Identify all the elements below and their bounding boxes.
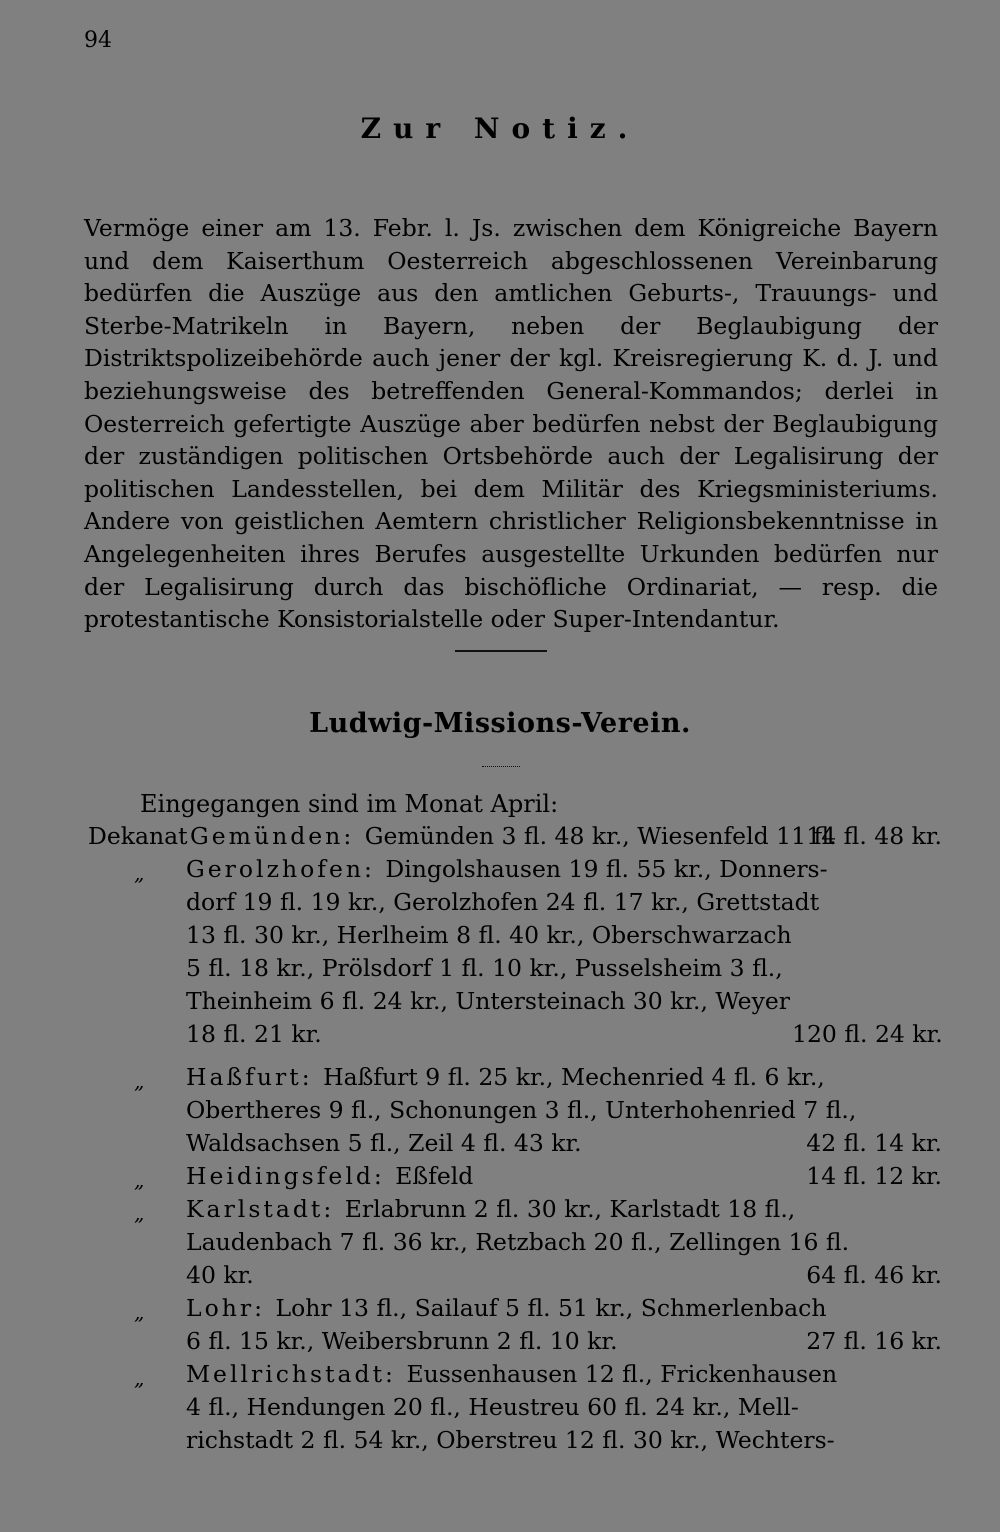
entry-line: 40 kr. — [186, 1261, 254, 1289]
entry-line — [186, 1294, 826, 1322]
entry-amount: 14 fl. 12 kr. — [806, 1162, 942, 1190]
entry-line: 13 fl. 30 kr., Herlheim 8 fl. 40 kr., Oberschwarzach — [186, 921, 792, 949]
entry-line — [190, 822, 837, 850]
ditto-mark: „ — [134, 1201, 145, 1225]
entry-line: Obertheres 9 fl., Schonungen 3 fl., Unterhohenried 7 fl., — [186, 1096, 857, 1124]
notice-body: Vermöge einer am 13. Febr. l. Js. zwischen dem Königreiche Bayern und dem Kaiserthum Oesterreich abgeschlossenen Vereinbarung bedürfen die Auszüge aus den amtlichen Geburts-, Trauungs- und Sterbe-Matrikeln in Bayern, neben der Beglaubigung der Distriktspolizeibehörde auch jener der kgl. Kreisregierung K. d. J. und beziehungsweise des betreffenden General-Kommandos; derlei in Oesterreich gefertigte Auszüge aber bedürfen nebst der Beglaubigung der zuständigen politischen Ortsbehörde auch der Legalisirung der politischen Landesstellen, bei dem Militär des Kriegsministeriums. Andere von geistlichen Aemtern christlicher Religionsbekenntnisse in Angelegenheiten ihres Berufes ausgestellte Urkunden bedürfen nur der Legalisirung durch das bischöfliche Ordinariat, — resp. die protestantische Konsistorialstelle oder Super-Intendantur. — [84, 214, 938, 634]
entry-line — [186, 1063, 825, 1091]
page-number: 94 — [84, 28, 112, 53]
ditto-mark: „ — [134, 861, 145, 885]
deanery-name: Heidingsfeld: — [186, 1162, 396, 1190]
donation-detail: Eßfeld — [395, 1162, 474, 1190]
ditto-mark: „ — [134, 1300, 145, 1324]
entry-label: Dekanat — [88, 822, 188, 850]
entry-line: dorf 19 fl. 19 kr., Gerolzhofen 24 fl. 17 kr., Grettstadt — [186, 888, 820, 916]
entry-line — [186, 855, 828, 883]
entry-line — [186, 1195, 795, 1223]
entry-line: Theinheim 6 fl. 24 kr., Untersteinach 30 kr., Weyer — [186, 987, 790, 1015]
entry-amount: 27 fl. 16 kr. — [806, 1327, 942, 1355]
donation-detail: Erlabrunn 2 fl. 30 kr., Karlstadt 18 fl., — [344, 1195, 796, 1223]
deanery-name: Gerolzhofen: — [186, 855, 386, 883]
entry-line: 18 fl. 21 kr. — [186, 1020, 322, 1048]
entry-amount: 64 fl. 46 kr. — [806, 1261, 942, 1289]
title-ornament — [482, 766, 520, 767]
entry-amount: 42 fl. 14 kr. — [806, 1129, 942, 1157]
entry-line: richstadt 2 fl. 54 kr., Oberstreu 12 fl. 30 kr., Wechters- — [186, 1426, 835, 1454]
entry-amount: 14 fl. 48 kr. — [806, 822, 942, 850]
entry-amount: 120 fl. 24 kr. — [792, 1020, 943, 1048]
donation-detail: Lohr 13 fl., Sailauf 5 fl. 51 kr., Schmerlenbach — [275, 1294, 827, 1322]
entry-line — [186, 1162, 473, 1190]
notice-title: Zur Notiz. — [360, 112, 640, 145]
donation-detail: Gemünden 3 fl. 48 kr., Wiesenfeld 11 fl. — [364, 822, 837, 850]
entry-line: 4 fl., Hendungen 20 fl., Heustreu 60 fl. 24 kr., Mell- — [186, 1393, 799, 1421]
entry-line: 5 fl. 18 kr., Prölsdorf 1 fl. 10 kr., Pusselsheim 3 fl., — [186, 954, 783, 982]
intro-line: Eingegangen sind im Monat April: — [140, 790, 559, 818]
ditto-mark: „ — [134, 1366, 145, 1390]
deanery-name: Mellrichstadt: — [186, 1360, 407, 1388]
ditto-mark: „ — [134, 1168, 145, 1192]
entry-line: Waldsachsen 5 fl., Zeil 4 fl. 43 kr. — [186, 1129, 582, 1157]
society-title: Ludwig-Missions-Verein. — [309, 708, 691, 739]
entry-line: 6 fl. 15 kr., Weibersbrunn 2 fl. 10 kr. — [186, 1327, 618, 1355]
entry-line: Laudenbach 7 fl. 36 kr., Retzbach 20 fl., Zellingen 16 fl. — [186, 1228, 850, 1256]
deanery-name: Karlstadt: — [186, 1195, 345, 1223]
section-divider — [455, 650, 547, 652]
deanery-name: Haßfurt: — [186, 1063, 324, 1091]
donation-detail: Dingolshausen 19 fl. 55 kr., Donners- — [385, 855, 828, 883]
deanery-name: Lohr: — [186, 1294, 276, 1322]
deanery-name: Gemünden: — [190, 822, 365, 850]
donation-detail: Haßfurt 9 fl. 25 kr., Mechenried 4 fl. 6 kr., — [323, 1063, 825, 1091]
entry-line — [186, 1360, 837, 1388]
donation-detail: Eussenhausen 12 fl., Frickenhausen — [406, 1360, 838, 1388]
ditto-mark: „ — [134, 1069, 145, 1093]
